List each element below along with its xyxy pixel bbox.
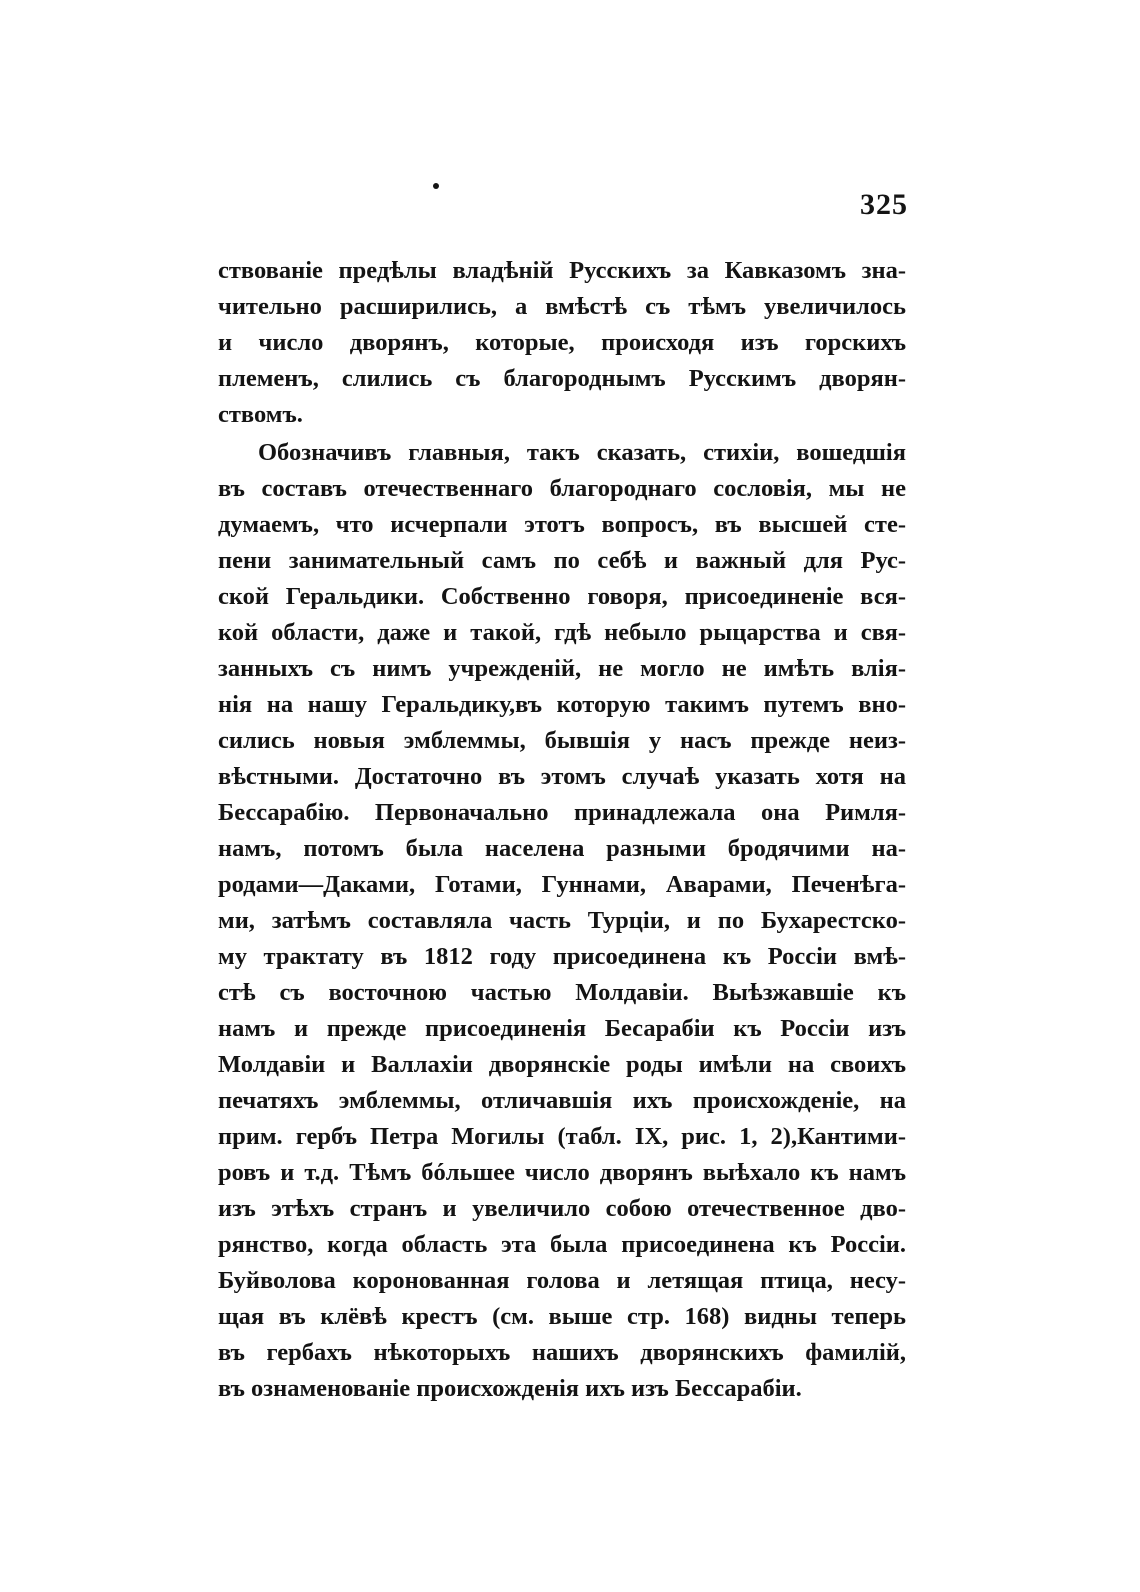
text-line: стѣ съ восточною частью Молдавіи. Выѣзжавшіе къ (218, 979, 906, 1006)
text-line: кой области, даже и такой, гдѣ небыло рыцарства и свя- (218, 619, 906, 646)
text-line: въ ознаменованіе происхожденія ихъ изъ Бессарабіи. (218, 1375, 802, 1402)
text-line: племенъ, слились съ благороднымъ Русскимъ дворян- (218, 365, 906, 392)
page-number: 325 (860, 188, 908, 221)
text-line: изъ этѣхъ странъ и увеличило собою отечественное дво- (218, 1195, 906, 1222)
text-line: Буйволова коронованная голова и летящая птица, несу- (218, 1267, 906, 1294)
text-line: ствомъ. (218, 401, 303, 428)
text-line: му трактату въ 1812 году присоединена къ Россіи вмѣ- (218, 943, 906, 970)
text-line: пени занимательный самъ по себѣ и важный для Рус- (218, 547, 906, 574)
text-line: нія на нашу Геральдику,въ которую такимъ путемъ вно- (218, 691, 906, 718)
text-line: въ составъ отечественнаго благороднаго сословія, мы не (218, 475, 906, 502)
text-line: думаемъ, что исчерпали этотъ вопросъ, въ высшей сте- (218, 511, 906, 538)
text-line: намъ и прежде присоединенія Бесарабіи къ Россіи изъ (218, 1015, 906, 1042)
text-line: прим. гербъ Петра Могилы (табл. IX, рис. 1, 2),Кантими- (218, 1123, 906, 1150)
text-line: вѣстными. Достаточно въ этомъ случаѣ указать хотя на (218, 763, 906, 790)
text-line: Молдавіи и Валлахіи дворянскіе роды имѣли на своихъ (218, 1051, 906, 1078)
text-line: занныхъ съ нимъ учрежденій, не могло не имѣть влія- (218, 655, 906, 682)
text-line: ровъ и т.д. Тѣмъ бóльшее число дворянъ выѣхало къ намъ (218, 1159, 906, 1186)
text-line: печатяхъ эмблеммы, отличавшія ихъ происхожденіе, на (218, 1087, 906, 1114)
text-line: намъ, потомъ была населена разными бродячими на- (218, 835, 906, 862)
text-line: ской Геральдики. Собственно говоря, присоединеніе вся- (218, 583, 906, 610)
printer-dot-mark (433, 183, 439, 189)
text-line: сились новыя эмблеммы, бывшія у насъ прежде неиз- (218, 727, 906, 754)
text-line: ми, затѣмъ составляла часть Турціи, и по Бухарестско- (218, 907, 906, 934)
text-line: щая въ клёвѣ крестъ (см. выше стр. 168) видны теперь (218, 1303, 906, 1330)
text-line: и число дворянъ, которые, происходя изъ горскихъ (218, 329, 906, 356)
text-line: чительно расширились, а вмѣстѣ съ тѣмъ увеличилось (218, 293, 906, 320)
text-line: ствованіе предѣлы владѣній Русскихъ за Кавказомъ зна- (218, 257, 906, 284)
text-line: Бессарабію. Первоначально принадлежала она Римля- (218, 799, 906, 826)
text-line: родами—Даками, Готами, Гуннами, Аварами, Печенѣга- (218, 871, 906, 898)
text-line: Обозначивъ главныя, такъ сказать, стихіи, вошедшія (258, 439, 906, 466)
text-line: въ гербахъ нѣкоторыхъ нашихъ дворянскихъ фамилій, (218, 1339, 906, 1366)
text-line: рянство, когда область эта была присоединена къ Россіи. (218, 1231, 906, 1258)
